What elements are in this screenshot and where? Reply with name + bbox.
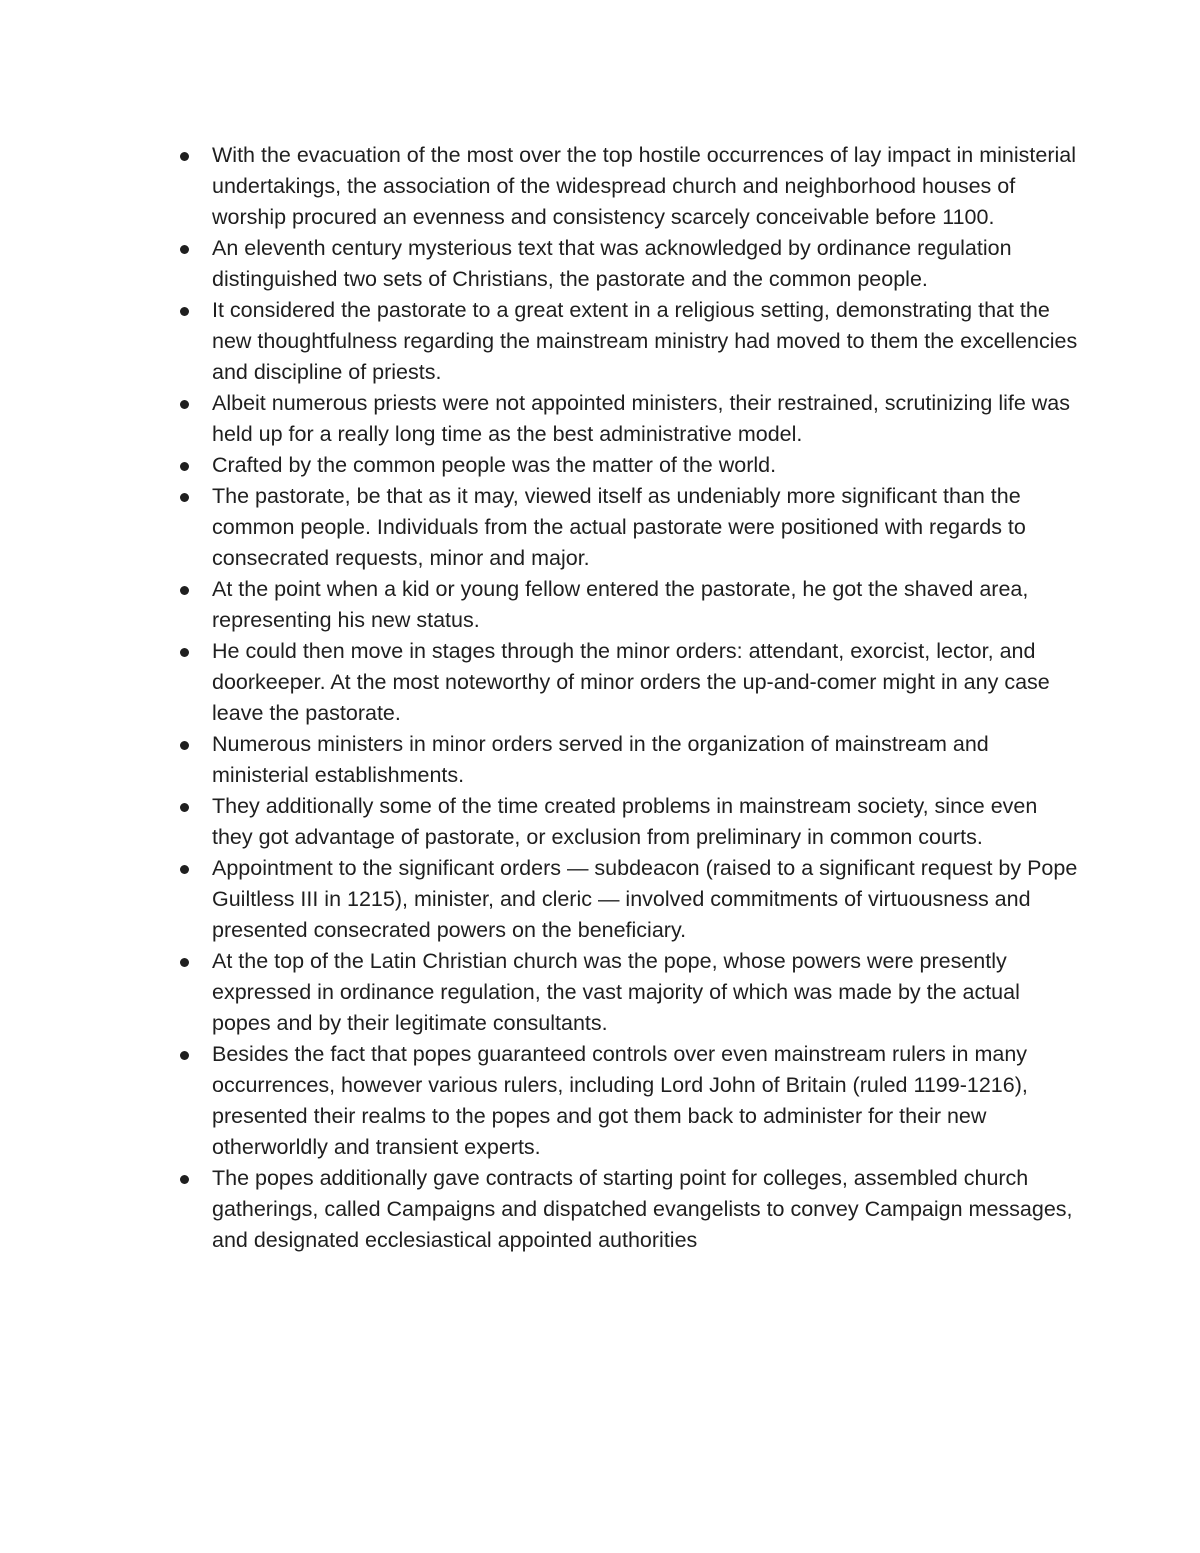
bullet-icon — [180, 741, 189, 750]
list-item-text: Besides the fact that popes guaranteed controls over even mainstream rulers in many occurrences, however various rulers, including Lord John of Britain (ruled 1199-1216), presented their realms to the popes and got them back to administer for their new otherworldly and transient experts. — [212, 1042, 1028, 1159]
bullet-icon — [180, 462, 189, 471]
list-item — [178, 140, 1078, 233]
list-item-text: They additionally some of the time created problems in mainstream society, since even they got advantage of pastorate, or exclusion from preliminary in common courts. — [212, 794, 1038, 849]
bullet-icon — [180, 1175, 189, 1184]
bullet-list — [178, 140, 1078, 1256]
list-item-text: He could then move in stages through the minor orders: attendant, exorcist, lector, and doorkeeper. At the most noteworthy of minor orders the up-and-comer might in any case leave the pastorate. — [212, 639, 1050, 725]
bullet-icon — [180, 586, 189, 595]
list-item — [178, 791, 1078, 853]
list-item — [178, 636, 1078, 729]
bullet-icon — [180, 1051, 189, 1060]
list-item — [178, 946, 1078, 1039]
bullet-icon — [180, 865, 189, 874]
list-item — [178, 853, 1078, 946]
list-item-text: Albeit numerous priests were not appointed ministers, their restrained, scrutinizing life was held up for a really long time as the best administrative model. — [212, 391, 1071, 446]
list-item-text: It considered the pastorate to a great extent in a religious setting, demonstrating that the new thoughtfulness regarding the mainstream ministry had moved to them the excellencies and discipline of priests. — [212, 298, 1078, 384]
list-item — [178, 1163, 1078, 1256]
list-item-text: An eleventh century mysterious text that was acknowledged by ordinance regulation distinguished two sets of Christians, the pastorate and the common people. — [212, 236, 1012, 291]
list-item — [178, 295, 1078, 388]
bullet-icon — [180, 245, 189, 254]
list-item — [178, 481, 1078, 574]
list-item-text: The pastorate, be that as it may, viewed itself as undeniably more significant than the common people. Individuals from the actual pastorate were positioned with regards to consecrated requests, minor and major. — [212, 484, 1026, 570]
list-item — [178, 1039, 1078, 1163]
bullet-icon — [180, 152, 189, 161]
list-item — [178, 388, 1078, 450]
bullet-icon — [180, 648, 189, 657]
bullet-icon — [180, 958, 189, 967]
list-item-text: With the evacuation of the most over the top hostile occurrences of lay impact in ministerial undertakings, the association of the widespread church and neighborhood houses of worship procured an evenness and consistency scarcely conceivable before 1100. — [212, 143, 1076, 229]
list-item-text: Crafted by the common people was the matter of the world. — [212, 453, 777, 477]
list-item — [178, 729, 1078, 791]
bullet-icon — [180, 803, 189, 812]
list-item-text: Appointment to the significant orders — subdeacon (raised to a significant request by Pope Guiltless III in 1215), minister, and cleric — involved commitments of virtuousness and presented consecrated powers on the beneficiary. — [212, 856, 1078, 942]
bullet-icon — [180, 493, 189, 502]
bullet-icon — [180, 307, 189, 316]
list-item-text: Numerous ministers in minor orders served in the organization of mainstream and ministerial establishments. — [212, 732, 989, 787]
list-item — [178, 233, 1078, 295]
list-item-text: At the point when a kid or young fellow entered the pastorate, he got the shaved area, representing his new status. — [212, 577, 1029, 632]
list-item — [178, 574, 1078, 636]
bullet-icon — [180, 400, 189, 409]
list-item — [178, 450, 1078, 481]
list-item-text: The popes additionally gave contracts of starting point for colleges, assembled church gatherings, called Campaigns and dispatched evangelists to convey Campaign messages, and designated ecclesiastical appointed authorities — [212, 1166, 1073, 1252]
list-item-text: At the top of the Latin Christian church was the pope, whose powers were presently expressed in ordinance regulation, the vast majority of which was made by the actual popes and by their legitimate consultants. — [212, 949, 1020, 1035]
